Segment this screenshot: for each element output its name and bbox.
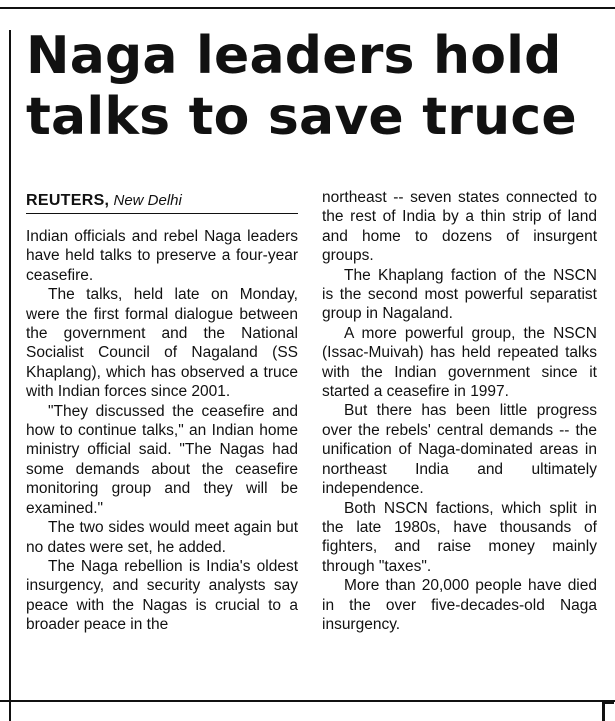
- corner-crop-mark: [602, 701, 614, 721]
- paragraph: More than 20,000 people have died in the over five-decades-old Naga insurgency.: [322, 577, 597, 633]
- paragraph: The Khaplang faction of the NSCN is the second most powerful separatist group in Nagaland.: [322, 266, 597, 323]
- article-column-left: [26, 227, 298, 635]
- paragraph: "They discussed the ceasefire and how to continue talks," an Indian home ministry official said. "The Nagas had some demands about the ceasefire monitoring group and they will be examined.": [26, 402, 298, 517]
- byline-dateline: New Delhi: [113, 192, 182, 209]
- paragraph: The two sides would meet again but no dates were set, he added.: [26, 519, 298, 556]
- bottom-rule: [0, 700, 615, 702]
- paragraph: Both NSCN factions, which split in the late 1980s, have thousands of fighters, and raise money mainly through "taxes".: [322, 499, 597, 575]
- headline: Naga leaders hold talks to save truce: [26, 26, 577, 147]
- paragraph: Indian officials and rebel Naga leaders have held talks to preserve a four-year ceasefire.: [26, 228, 298, 284]
- article-column-right: [322, 188, 597, 634]
- byline-agency: REUTERS,: [26, 192, 110, 209]
- left-column-rule: [9, 30, 11, 721]
- top-rule: [0, 7, 615, 9]
- paragraph: The talks, held late on Monday, were the first formal dialogue between the government and the National Socialist Council of Nagaland (SS Khaplang), which has observed a truce with Indian forces since 2001.: [26, 286, 298, 401]
- paragraph: But there has been little progress over the rebels' central demands -- the unification of Naga-dominated areas in northeast India and ultimately independence.: [322, 402, 597, 498]
- byline: [26, 191, 296, 211]
- paragraph: northeast -- seven states connected to the rest of India by a thin strip of land and home to dozens of insurgent groups.: [322, 189, 597, 265]
- paragraph: A more powerful group, the NSCN (Issac-Muivah) has held repeated talks with the Indian government since it started a ceasefire in 1997.: [322, 324, 597, 401]
- paragraph: The Naga rebellion is India's oldest insurgency, and security analysts say peace with the Nagas is crucial to a broader peace in the: [26, 557, 298, 634]
- byline-rule: [26, 213, 298, 214]
